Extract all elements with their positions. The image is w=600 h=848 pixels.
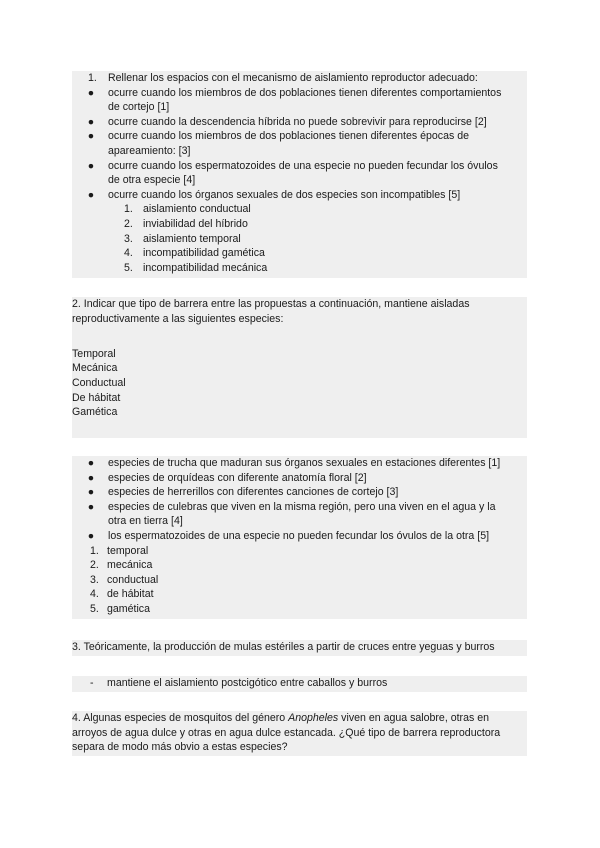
q2-item-2-line1: especies de orquídeas con diferente anatomía floral [2]	[108, 471, 367, 484]
q4-line2: arroyos de agua dulce y otras en agua dulce estancada. ¿Qué tipo de barrera reproductora	[72, 726, 501, 739]
q1-option-4	[72, 246, 527, 261]
q1-item-1-cont	[72, 100, 527, 115]
q1-option-3	[72, 232, 527, 247]
bullet-icon: ●	[87, 115, 95, 128]
q1-option-3-text: aislamiento temporal	[143, 232, 241, 245]
q1-option-1	[72, 202, 527, 217]
q2-answer-5-num: 5.	[90, 602, 99, 615]
bullet-icon: ●	[87, 130, 95, 143]
bullet-icon: ●	[87, 188, 95, 201]
q1-item-4-line2: de otra especie [4]	[108, 174, 196, 187]
q2-item-4-line2: otra en tierra [4]	[108, 515, 183, 528]
q2-choice-gametica: Gamética	[72, 406, 118, 419]
q1-option-2	[72, 217, 527, 232]
q2-item-5-line1: los espermatozoides de una especie no pueden fecundar los óvulos de la otra [5]	[108, 529, 490, 542]
q2-answer-4-num: 4.	[90, 588, 99, 601]
bullet-icon: ●	[87, 486, 95, 499]
q1-item-2-line1: ocurre cuando la descendencia híbrida no puede sobrevivir para reproducirse [2]	[108, 115, 487, 128]
q4-line3: separa de modo más obvio a estas especies?	[72, 741, 288, 754]
q2-item-2	[72, 471, 527, 486]
q1-item-5-line1: ocurre cuando los órganos sexuales de dos especies son incompatibles [5]	[108, 188, 461, 201]
q1-prompt: Rellenar los espacios con el mecanismo de aislamiento reproductor adecuado:	[108, 72, 478, 84]
q2-item-4	[72, 500, 527, 515]
q2-prompt-line1: 2. Indicar que tipo de barrera entre las propuestas a continuación, mantiene aisladas	[72, 298, 470, 310]
q3-answer: mantiene el aislamiento postcigótico entre caballos y burros	[107, 677, 388, 689]
q1-item-5	[72, 188, 527, 203]
question-1-block	[72, 71, 527, 278]
bullet-icon: ●	[87, 457, 95, 469]
q2-item-4-cont	[72, 514, 527, 529]
q2-answer-5	[72, 602, 527, 617]
question-2-items-block	[72, 456, 527, 619]
q2-choice-conductual: Conductual	[72, 376, 126, 389]
q1-item-1-line1: ocurre cuando los miembros de dos poblaciones tienen diferentes comportamientos	[108, 86, 502, 99]
q2-item-3-line1: especies de herrerillos con diferentes canciones de cortejo [3]	[108, 486, 399, 499]
bullet-icon: ●	[87, 471, 95, 484]
q4-line1-start: 4. Algunas especies de mosquitos del género	[72, 712, 289, 724]
q2-answer-2	[72, 558, 527, 573]
q2-answer-4	[72, 587, 527, 602]
q2-item-4-line1: especies de culebras que viven en la misma región, pero una viven en el agua y la	[108, 500, 496, 513]
q1-prompt-row	[72, 71, 527, 86]
q1-option-4-num: 4.	[124, 247, 133, 260]
q1-number: 1.	[88, 72, 97, 84]
q1-item-4-cont	[72, 173, 527, 188]
q1-option-2-num: 2.	[124, 217, 133, 230]
bullet-icon: ●	[87, 86, 95, 99]
q2-answer-3-num: 3.	[90, 573, 99, 586]
q3-prompt: 3. Teóricamente, la producción de mulas estériles a partir de cruces entre yeguas y burros	[72, 641, 495, 653]
q1-item-3	[72, 129, 527, 144]
q2-item-1-line1: especies de trucha que maduran sus órganos sexuales en estaciones diferentes [1]	[108, 457, 501, 469]
bullet-icon: ●	[87, 159, 95, 172]
q1-option-3-num: 3.	[124, 232, 133, 245]
q2-item-5	[72, 529, 527, 544]
q2-prompt-line2: reproductivamente a las siguientes especies:	[72, 312, 284, 325]
question-3-block	[72, 640, 527, 656]
q3-answer-row	[72, 676, 527, 691]
q1-item-1-line2: de cortejo [1]	[108, 101, 170, 114]
q1-option-2-text: inviabilidad del híbrido	[143, 217, 248, 230]
q1-item-4-line1: ocurre cuando los espermatozoides de una especie no pueden fecundar los óvulos	[108, 159, 498, 172]
q1-item-2	[72, 115, 527, 130]
q2-choice-habitat: De hábitat	[72, 391, 121, 404]
q2-answer-2-text: mecánica	[107, 559, 153, 572]
question-4-block	[72, 711, 527, 756]
q4-line1-end: viven en agua salobre, otras en	[338, 712, 489, 724]
q1-item-4	[72, 159, 527, 174]
q2-item-1	[72, 456, 527, 471]
q1-option-1-num: 1.	[124, 203, 133, 216]
q1-option-1-text: aislamiento conductual	[143, 203, 251, 216]
q1-option-5-text: incompatibilidad mecánica	[143, 261, 268, 274]
q1-item-3-cont	[72, 144, 527, 159]
q2-answer-4-text: de hábitat	[107, 588, 154, 601]
q1-item-3-line1: ocurre cuando los miembros de dos poblaciones tienen diferentes épocas de	[108, 130, 469, 143]
q2-answer-3	[72, 573, 527, 588]
q2-choice-temporal: Temporal	[72, 347, 116, 360]
q2-answer-1-text: temporal	[107, 544, 149, 557]
q4-genus-name: Anopheles	[288, 712, 339, 724]
spacer	[72, 326, 527, 341]
bullet-icon: ●	[87, 500, 95, 513]
question-3-answer-block	[72, 676, 527, 692]
q2-answer-1	[72, 544, 527, 559]
q1-option-4-text: incompatibilidad gamética	[143, 247, 265, 260]
bullet-icon: ●	[87, 529, 95, 542]
q2-answer-2-num: 2.	[90, 559, 99, 572]
question-2-block	[72, 297, 527, 438]
q1-item-1	[72, 86, 527, 101]
q4-line1	[72, 711, 527, 726]
q1-option-5	[72, 261, 527, 276]
q2-answer-5-text: gamética	[107, 602, 150, 615]
q2-answer-3-text: conductual	[107, 573, 159, 586]
q2-answer-1-num: 1.	[90, 544, 99, 557]
q1-item-3-line2: apareamiento: [3]	[108, 144, 191, 157]
q1-option-5-num: 5.	[124, 261, 133, 274]
q3-dash: -	[90, 677, 94, 689]
q2-item-3	[72, 485, 527, 500]
q2-choice-mecanica: Mecánica	[72, 362, 118, 375]
